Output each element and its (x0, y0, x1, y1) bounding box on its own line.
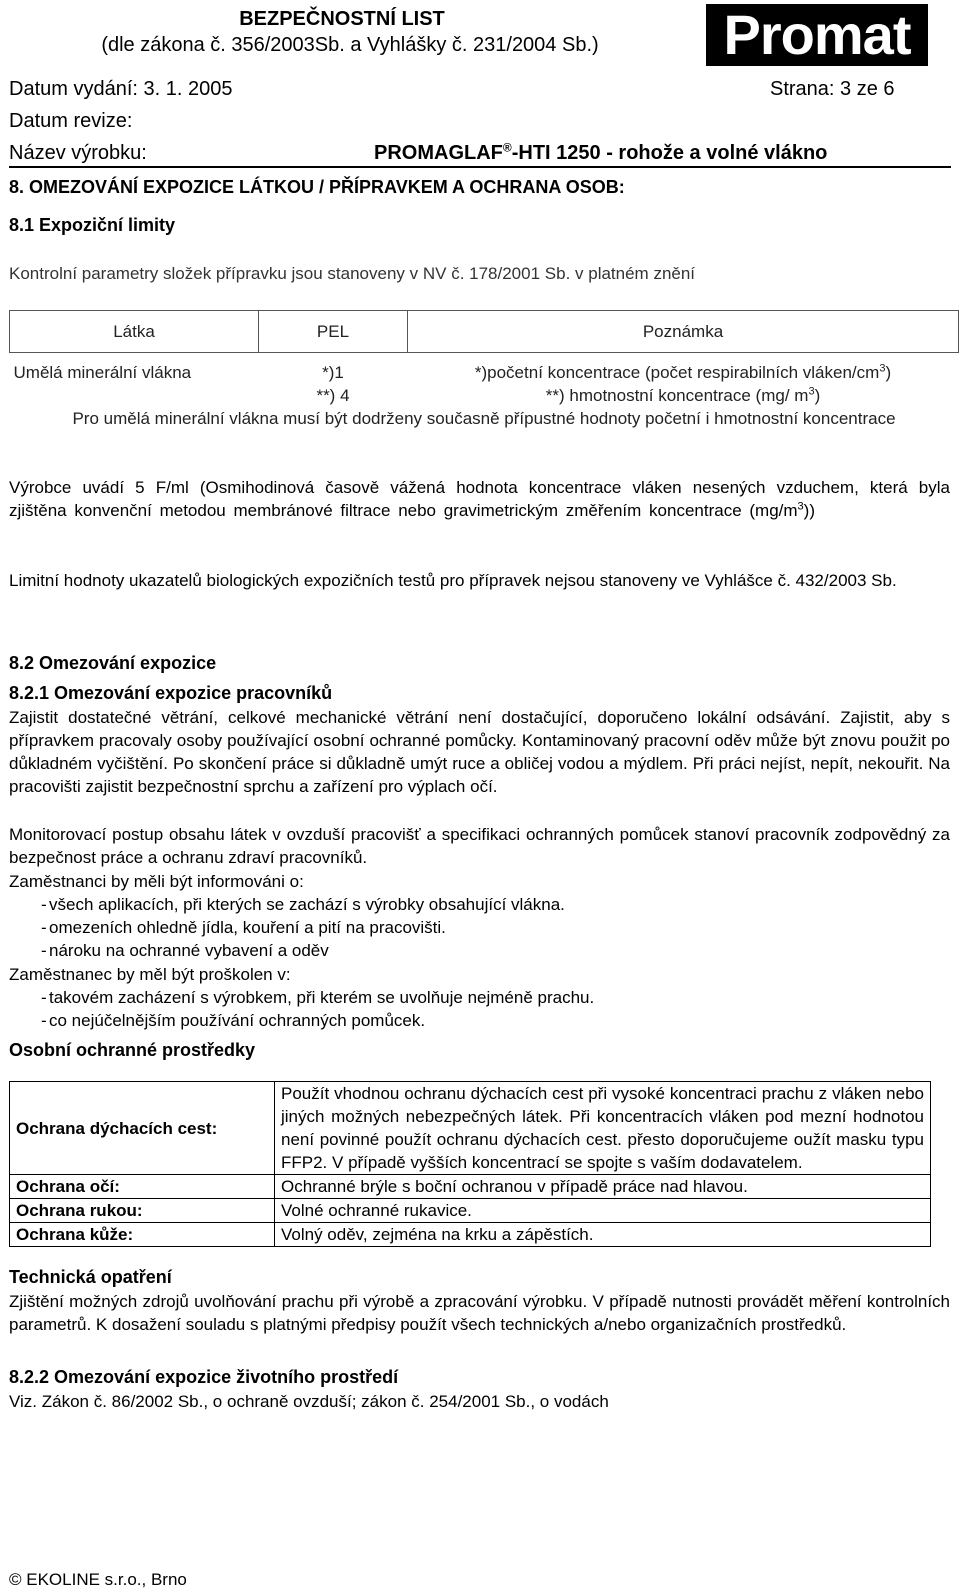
note-cell (408, 361, 959, 384)
ppe-label: Ochrana kůže: (10, 1223, 275, 1247)
product-name-part1: PROMAGLAF (374, 142, 503, 164)
product-name-part2: -HTI 1250 - rohože a volné vlákno (511, 142, 828, 164)
product-name (374, 140, 827, 166)
informed-intro: Zaměstnanci by měli být informováni o: (9, 872, 304, 891)
note-suffix: ) (885, 362, 892, 382)
ppe-table (9, 1081, 931, 1247)
pel-cell: *)1 (322, 362, 344, 382)
ppe-label: Ochrana rukou: (10, 1199, 275, 1223)
list-item: - co nejúčelnějším používání ochranných pomůcek. (9, 1009, 950, 1032)
table-row (10, 1082, 931, 1175)
producer-note-superscript: 3 (797, 500, 804, 513)
ppe-label: Ochrana dýchacích cest: (10, 1082, 275, 1175)
issue-date: Datum vydání: 3. 1. 2005 (9, 78, 233, 100)
table-header-row (10, 311, 959, 353)
list-item: - omezeních ohledně jídla, kouření a pití na pracovišti. (9, 916, 950, 939)
table-header-note: Poznámka (408, 311, 959, 353)
informed-list (9, 893, 950, 962)
header-divider (9, 166, 951, 168)
technical-text: Zjištění možných zdrojů uvolňování prachu při výrobě a zpracování výrobku. V případě nutnosti provádět měření kontrolních parametrů. K dosažení souladu s platnými předpisy použít všech technických a/nebo organizačních prostředků. (9, 1292, 950, 1334)
monitoring-text: Monitorovací postup obsahu látek v ovzduší pracovišť a specifikaci ochranných pomůcek stanoví pracovník zodpovědný za bezpečnost práce a ochranu zdraví pracovníků. (9, 825, 950, 867)
limits-intro: Kontrolní parametry složek přípravku jsou stanoveny v NV č. 178/2001 Sb. v platném znění (9, 264, 696, 283)
note-cell (408, 384, 959, 407)
ppe-heading: Osobní ochranné prostředky (9, 1040, 256, 1060)
subsection-heading-8-2-1: 8.2.1 Omezování expozice pracovníků (9, 683, 333, 703)
note-text: **) hmotnostní koncentrace (mg/ m (545, 385, 809, 405)
pel-cell: **) 4 (316, 385, 350, 405)
table-row (10, 407, 959, 430)
section-heading: 8. OMEZOVÁNÍ EXPOZICE LÁTKOU / PŘÍPRAVKEM A OCHRANA OSOB: (9, 177, 625, 197)
substance-cell: Umělá minerální vlákna (13, 362, 192, 382)
ppe-value: Volný oděv, zejména na krku a zápěstích. (275, 1223, 931, 1247)
page-number: Strana: 3 ze 6 (770, 78, 895, 100)
ppe-value: Volné ochranné rukavice. (275, 1199, 931, 1223)
table-row (10, 1199, 931, 1223)
note-superscript: 3 (808, 384, 815, 397)
registered-mark: ® (502, 140, 512, 155)
producer-note-suffix: )) (803, 501, 815, 520)
table-row (10, 384, 959, 407)
subsection-heading-8-1: 8.1 Expoziční limity (9, 215, 176, 235)
producer-note (9, 476, 950, 522)
table-row (10, 1175, 931, 1199)
table-header-pel: PEL (259, 311, 408, 353)
exposure-limits-table (9, 310, 959, 430)
document-title: BEZPEČNOSTNÍ LIST (239, 8, 445, 30)
technical-heading: Technická opatření (9, 1267, 172, 1287)
trained-intro: Zaměstnanec by měl být proškolen v: (9, 965, 291, 984)
ppe-label: Ochrana očí: (10, 1175, 275, 1199)
revision-date: Datum revize: (9, 110, 133, 132)
subsection-heading-8-2-2: 8.2.2 Omezování expozice životního prostředí (9, 1367, 399, 1387)
trained-list (9, 986, 950, 1032)
note-text: *)početní koncentrace (počet respirabilních vláken/cm (474, 362, 880, 382)
environment-text: Viz. Zákon č. 86/2002 Sb., o ochraně ovzduší; zákon č. 254/2001 Sb., o vodách (9, 1392, 609, 1411)
table-row (10, 1223, 931, 1247)
table-header-substance: Látka (10, 311, 259, 353)
promat-logo: Promat (706, 4, 928, 66)
subsection-heading-8-2: 8.2 Omezování expozice (9, 653, 217, 673)
combined-limit-note: Pro umělá minerální vlákna musí být dodrženy současně přípustné hodnoty početní i hmotnostní koncentrace (72, 408, 896, 428)
product-label: Název výrobku: (9, 142, 147, 164)
table-row (10, 361, 959, 384)
producer-note-text: Výrobce uvádí 5 F/ml (Osmihodinová časově vážená hodnota koncentrace vláken nesených vzduchem, která byla zjištěna konvenční metodou membránové filtrace nebo gravimetrickým změřením koncentrace (mg/m (9, 478, 950, 520)
footer-copyright: © EKOLINE s.r.o., Brno (9, 1570, 187, 1589)
note-superscript: 3 (879, 361, 886, 374)
list-item: - všech aplikacích, při kterých se zachází s výrobky obsahující vlákna. (9, 893, 950, 916)
worker-measures-text: Zajistit dostatečné větrání, celkové mechanické větrání není dostačující, doporučeno lokální odsávání. Zajistit, aby s přípravkem pracovaly osoby používající osobní ochranné pomůcky. Kontaminovaný pracovní oděv může být znovu použit po důkladném vyčištění. Po skončení práce si důkladně umýt ruce a obličej vodou a mýdlem. Při práci nejíst, nepít, nekouřit. Na pracovišti zajistit bezpečnostní sprchu a zařízení pro výplach očí. (9, 708, 950, 796)
ppe-value: Ochranné brýle s boční ochranou v případě práce nad hlavou. (275, 1175, 931, 1199)
note-suffix: ) (814, 385, 821, 405)
list-item: - nároku na ochranné vybavení a oděv (9, 939, 950, 962)
list-item: - takovém zacházení s výrobkem, při kterém se uvolňuje nejméně prachu. (9, 986, 950, 1009)
legal-basis: (dle zákona č. 356/2003Sb. a Vyhlášky č. 231/2004 Sb.) (101, 34, 599, 56)
biological-limits: Limitní hodnoty ukazatelů biologických expozičních testů pro přípravek nejsou stanoveny ve Vyhlášce č. 432/2003 Sb. (9, 571, 897, 590)
ppe-value: Použít vhodnou ochranu dýchacích cest při vysoké koncentraci prachu z vláken nebo jiných možných nebezpečných látek. Při koncentracích vláken pod mezní hodnotou není povinné použít ochranu dýchacích cest. přesto doporučujeme oužít masku typu FFP2. V případě vyšších koncentrací se spojte s vaším dodavatelem. (275, 1082, 931, 1175)
